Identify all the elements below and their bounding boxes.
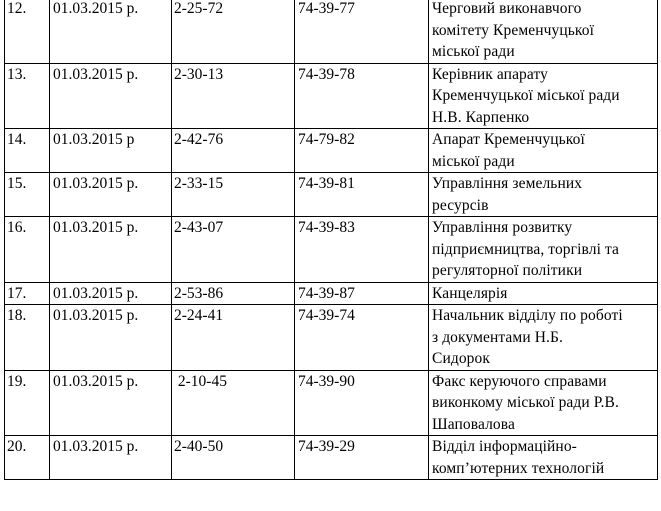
short-phone: 2-25-72	[172, 0, 295, 63]
description-line: Апарат Кременчуцької	[432, 131, 585, 148]
description-line: Начальник відділу по роботі	[432, 307, 623, 324]
short-phone: 2-30-13	[172, 63, 295, 129]
short-phone: 2-10-45	[172, 370, 295, 436]
description-line: Кременчуцької міської ради	[432, 87, 620, 104]
full-phone: 74-39-90	[295, 370, 429, 436]
phone-directory-table	[4, 0, 658, 480]
department-description	[429, 173, 658, 217]
short-phone: 2-33-15	[172, 173, 295, 217]
department-description	[429, 305, 658, 371]
row-number: 15.	[5, 173, 50, 217]
table-body	[5, 0, 658, 480]
description-line: Сидорок	[432, 350, 490, 367]
effective-date: 01.03.2015 р.	[50, 282, 172, 305]
full-phone: 74-39-83	[295, 217, 429, 283]
description-line: Відділ інформаційно-	[432, 438, 577, 455]
effective-date: 01.03.2015 р.	[50, 305, 172, 371]
short-phone: 2-43-07	[172, 217, 295, 283]
description-line: з документами Н.Б.	[432, 328, 563, 346]
effective-date: 01.03.2015 р.	[50, 436, 172, 480]
description-line: Управління розвитку	[432, 219, 573, 236]
table-row	[5, 63, 658, 129]
row-number: 16.	[5, 217, 50, 283]
table-row	[5, 0, 658, 63]
effective-date: 01.03.2015 р.	[50, 63, 172, 129]
effective-date: 01.03.2015 р.	[50, 173, 172, 217]
full-phone: 74-39-78	[295, 63, 429, 129]
table-row	[5, 217, 658, 283]
description-line: Н.В. Карпенко	[432, 108, 530, 126]
row-number: 17.	[5, 282, 50, 305]
short-phone: 2-24-41	[172, 305, 295, 371]
effective-date: 01.03.2015 р	[50, 129, 172, 173]
row-number: 19.	[5, 370, 50, 436]
description-line: регуляторної політики	[432, 262, 583, 279]
description-line: Управління земельних	[432, 175, 583, 192]
short-phone: 2-40-50	[172, 436, 295, 480]
department-description	[429, 282, 658, 305]
table-row	[5, 370, 658, 436]
full-phone: 74-39-81	[295, 173, 429, 217]
description-line: комітету Кременчуцької	[432, 21, 595, 39]
description-line: Керівник апарату	[432, 65, 548, 83]
row-number: 20.	[5, 436, 50, 480]
row-number: 14.	[5, 129, 50, 173]
effective-date: 01.03.2015 р.	[50, 370, 172, 436]
full-phone: 74-39-87	[295, 282, 429, 305]
department-description	[429, 370, 658, 436]
description-line: міської ради	[432, 43, 515, 60]
department-description	[429, 217, 658, 283]
table-row	[5, 129, 658, 173]
description-line: ресурсів	[432, 196, 489, 214]
description-line: Факс керуючого справами	[432, 372, 607, 390]
department-description	[429, 129, 658, 173]
table-row	[5, 173, 658, 217]
row-number: 13.	[5, 63, 50, 129]
effective-date: 01.03.2015 р.	[50, 0, 172, 63]
description-line: Канцелярія	[432, 284, 508, 302]
description-line: підприємництва, торгівлі та	[432, 240, 619, 258]
full-phone: 74-39-29	[295, 436, 429, 480]
table-row	[5, 305, 658, 371]
table-row	[5, 436, 658, 480]
row-number: 12.	[5, 0, 50, 63]
department-description	[429, 436, 658, 480]
full-phone: 74-39-77	[295, 0, 429, 63]
table-row	[5, 282, 658, 305]
effective-date: 01.03.2015 р.	[50, 217, 172, 283]
description-line: міської ради	[432, 152, 515, 170]
description-line: Черговий виконавчого	[432, 0, 582, 17]
department-description	[429, 63, 658, 129]
full-phone: 74-39-74	[295, 305, 429, 371]
description-line: виконкому міської ради Р.В.	[432, 394, 619, 411]
short-phone: 2-53-86	[172, 282, 295, 305]
department-description	[429, 0, 658, 63]
description-line: Шаповалова	[432, 415, 515, 433]
description-line: комп’ютерних технологій	[432, 459, 605, 477]
row-number: 18.	[5, 305, 50, 371]
short-phone: 2-42-76	[172, 129, 295, 173]
full-phone: 74-79-82	[295, 129, 429, 173]
